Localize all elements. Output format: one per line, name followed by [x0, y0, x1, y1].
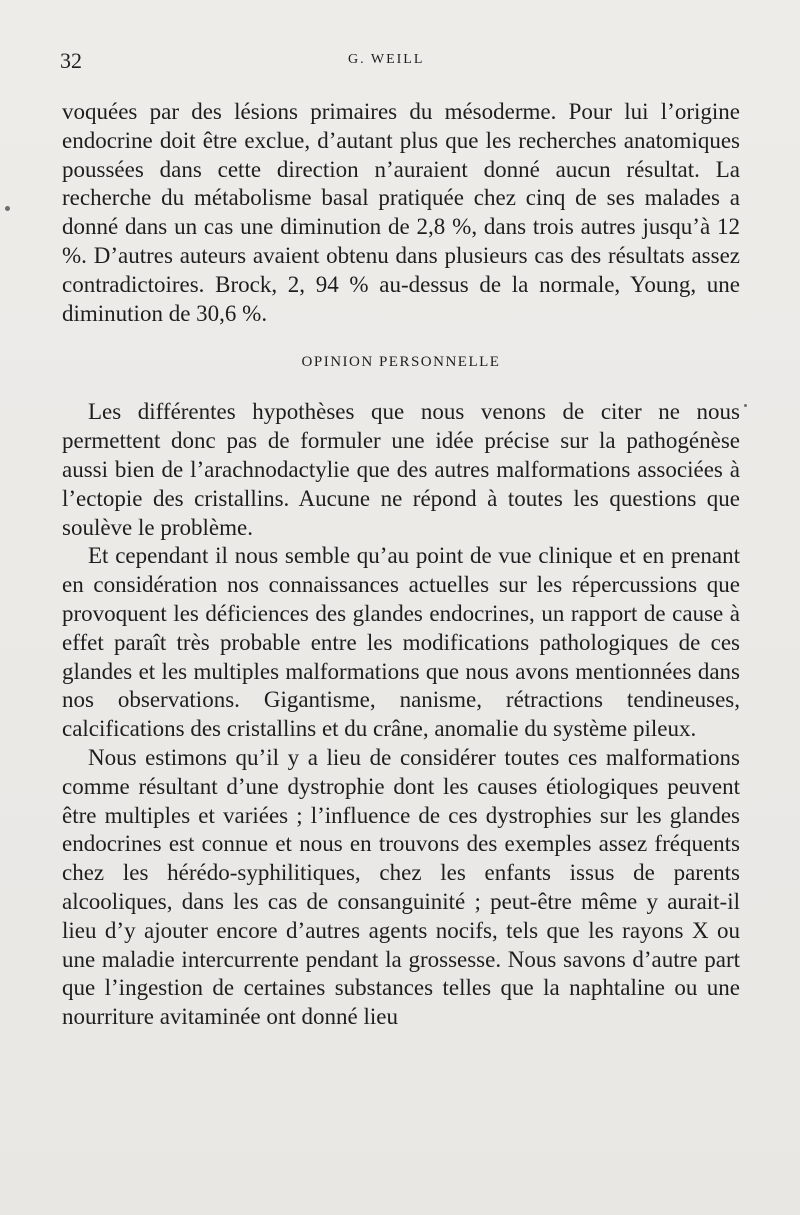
paragraph: voquées par des lésions primaires du mésoderme. Pour lui l’origine endocrine doit être exclue, d’autant plus que les recherches anatomiques poussées dans cette direction n’auraient donné aucun résultat. La recherche du métabolisme basal pratiquée chez cinq de ses malades a donné dans un cas une diminution de 2,8 %, dans trois autres jusqu’à 12 %. D’autres auteurs avaient obtenu dans plusieurs cas des résultats assez contradictoires. Brock, 2, 94 % au-dessus de la normale, Young, une diminution de 30,6 %.	[62, 99, 740, 326]
page-header	[60, 48, 750, 78]
margin-speck	[744, 404, 747, 407]
section-heading: OPINION PERSONNELLE	[301, 354, 501, 371]
margin-speck	[5, 206, 10, 211]
paragraph: Nous estimons qu’il y a lieu de considérer toutes ces malformations comme résultant d’une dystrophie dont les causes étiologiques peuvent être multiples et variées ; l’influence de ces dystrophies sur les glandes endocrines est connue et nous en trouvons des exemples assez fréquents chez les hérédo-syphilitiques, chez les enfants issus de parents alcooliques, dans les cas de consanguinité ; peut-être même y aurait-il lieu d’y ajouter encore d’autres agents nocifs, tels que les rayons X ou une maladie intercurrente pendant la grossesse. Nous savons d’autre part que l’ingestion de certaines substances telles que la naphtaline ou une nourriture avitaminée ont donné lieu	[62, 744, 740, 1030]
running-head: G. WEILL	[348, 52, 425, 67]
paragraph: Et cependant il nous semble qu’au point de vue clinique et en prenant en considération nos connaissances actuelles sur les répercussions que provoquent les déficiences des glandes endocrines, un rapport de cause à effet paraît très probable entre les modifications pathologiques de ces glandes et les multiples malformations que nous avons mentionnées dans nos observations. Gigantisme, nanisme, rétractions tendineuses, calcifications des cristallins et du crâne, anomalie du système pileux.	[62, 543, 740, 742]
page-number: 32	[60, 48, 82, 73]
paragraph: Les différentes hypothèses que nous venons de citer ne nous permettent donc pas de formuler une idée précise sur la pathogénèse aussi bien de l’arachnodactylie que des autres malformations associées à l’ectopie des cristallins. Aucune ne répond à toutes les questions que soulève le problème.	[62, 399, 740, 540]
body-text	[62, 98, 740, 1032]
